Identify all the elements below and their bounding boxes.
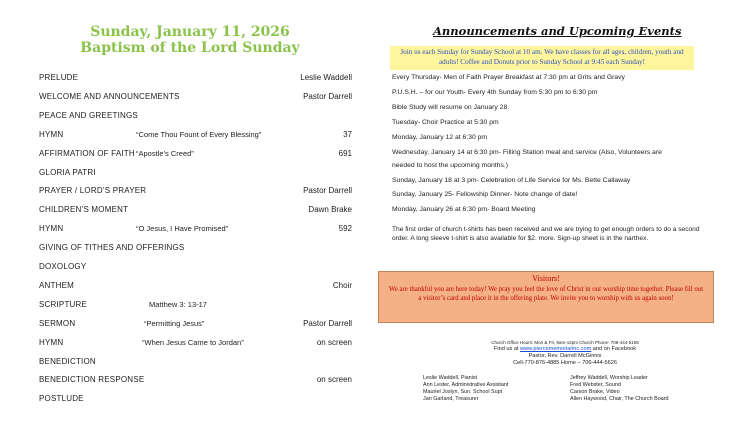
find-us-line — [435, 346, 695, 353]
order-item — [39, 317, 352, 331]
event-item: Bible Study will resume on January 28. — [392, 104, 510, 111]
staff-member: Fred Webster, Sound — [570, 382, 621, 388]
order-item-detail: “Permitting Jesus” — [144, 318, 205, 328]
order-item — [39, 184, 352, 198]
staff-member: Carson Brake, Video — [570, 389, 620, 395]
order-item-label: PEACE AND GREETINGS — [39, 110, 138, 120]
order-item-label: AFFIRMATION OF FAITH — [39, 148, 135, 158]
order-item-leader: 37 — [343, 129, 352, 139]
staff-member: Jeffrey Waddell, Worship Leader — [570, 375, 648, 381]
order-item — [39, 355, 352, 369]
order-item-detail: “When Jesus Came to Jordan” — [142, 337, 244, 347]
staff-list-right — [570, 375, 710, 403]
visitors-heading: Visitors! — [532, 274, 560, 283]
order-item-label: PRELUDE — [39, 73, 79, 82]
order-item-label: GIVING OF TITHES AND OFFERINGS — [39, 243, 185, 253]
visitors-text: We are thankful you are here today! We pray you feel the love of Christ in our worship time together. Please fill out a visitor’s card and place it in the offering plate. We invite you to worship with us again soon! — [388, 286, 704, 302]
order-item — [39, 128, 352, 142]
announcements-title: Announcements and Upcoming Events — [433, 24, 682, 38]
find-us-prefix: Find us at — [493, 346, 521, 352]
staff-member: Allen Haywood, Chair, The Church Board — [570, 396, 669, 402]
order-item-leader: 691 — [338, 148, 352, 158]
order-item — [39, 336, 352, 350]
order-item — [39, 166, 352, 180]
staff-list-left — [423, 375, 563, 403]
announcements-panel — [365, 0, 730, 443]
pastor-name: Pastor, Rev. Darrell McGinnis — [528, 353, 602, 359]
order-item — [39, 90, 352, 104]
order-item-label: SERMON — [39, 318, 76, 328]
order-item-label: SCRIPTURE — [39, 299, 88, 309]
order-item — [39, 298, 352, 312]
event-item: P.U.S.H. – for our Youth- Every 4th Sunday from 5:30 pm to 6:30 pm — [392, 89, 598, 96]
visitors-box — [378, 271, 714, 323]
order-item-label: HYMN — [39, 224, 64, 234]
order-item-leader: on screen — [316, 337, 352, 347]
find-us-suffix: and on Facebook — [591, 346, 637, 352]
order-item-leader: Pastor Darrell — [303, 91, 352, 101]
order-item-label: BENEDICTION RESPONSE — [39, 375, 145, 385]
order-item — [39, 279, 352, 293]
order-item — [39, 241, 352, 255]
order-item-detail: “Come Thou Fount of Every Blessing” — [136, 129, 262, 139]
order-item — [39, 203, 352, 217]
event-item: Sunday, January 18 at 3 pm- Celebration of Life Service for Ms. Bette Callaway — [392, 177, 631, 184]
order-item-leader: Choir — [332, 280, 352, 290]
order-item-label: ANTHEM — [39, 280, 74, 290]
order-item-label: PRAYER / LORD’S PRAYER — [39, 186, 147, 196]
service-date-title: Sunday, January 11, 2026 — [90, 24, 290, 40]
event-item: Monday, January 12 at 6:30 pm — [392, 134, 488, 141]
order-item-leader: Pastor Darrell — [303, 318, 352, 328]
order-item-leader: Leslie Waddell — [300, 73, 352, 82]
order-item-leader: Dawn Brake — [308, 205, 352, 215]
order-item — [39, 109, 352, 123]
tshirt-note: The first order of church t-shirts has been received and we are trying to get enough orders to do a second order. A long sleeve t-shirt is also available for $2. more. Sign-up sheet is in the narthex. — [392, 226, 700, 242]
office-hours: Church Office Hours: Mon & Fri, 9am-12pm Church Phone- 706-444-5108 — [491, 340, 639, 345]
event-item: Wednesday, January 14 at 6:30 pm- Filling Station meal and service (Also, Volunteers are — [392, 149, 662, 156]
order-item-detail: Matthew 3: 13-17 — [149, 299, 207, 309]
order-item-label: GLORIA PATRI — [39, 167, 96, 177]
order-item-leader: Pastor Darrell — [303, 186, 352, 196]
order-item-leader: 592 — [338, 224, 352, 234]
staff-member: Jan Garland, Treasurer — [423, 396, 479, 402]
service-occasion-title: Baptism of the Lord Sunday — [80, 40, 300, 56]
event-item: Sunday, January 25- Fellowship Dinner- Note change of date! — [392, 191, 578, 198]
order-item-label: CHILDREN’S MOMENT — [39, 205, 129, 215]
event-item: Every Thursday- Men of Faith Prayer Breakfast at 7:30 pm at Grits and Gravy — [392, 74, 625, 81]
order-item — [39, 373, 352, 387]
staff-member: Mauriel Joslyn, Sun. School Supt — [423, 389, 503, 395]
order-item-detail: “O Jesus, I Have Promised” — [136, 224, 229, 234]
event-item: Tuesday- Choir Practice at 5:30 pm — [392, 119, 499, 126]
pastor-phone: Cell-770-876-4885 Home – 706-444-5626 — [513, 360, 617, 366]
order-item-label: POSTLUDE — [39, 394, 84, 404]
order-item-label: DOXOLOGY — [39, 262, 87, 271]
website-link[interactable]: www.piercememorialmc.com — [520, 346, 592, 352]
staff-member: Ann Lester, Administrative Assistant — [423, 382, 509, 388]
event-item: needed to host the upcoming months.) — [392, 162, 508, 169]
sunday-school-highlight: Join us each Sunday for Sunday School at 10 am. We have classes for all ages, children, youth and adults! Coffee and Donuts prior to Sunday School at 9:45 each Sunday! — [390, 46, 694, 70]
order-item — [39, 71, 352, 85]
order-item-label: BENEDICTION — [39, 356, 96, 366]
order-item-leader: on screen — [316, 375, 352, 385]
order-item-detail: “Apostle’s Creed” — [136, 148, 194, 158]
order-item-label: HYMN — [39, 337, 64, 347]
order-item — [39, 222, 352, 236]
order-item-label: HYMN — [39, 129, 64, 139]
order-item — [39, 147, 352, 161]
order-item — [39, 260, 352, 274]
order-item-label: WELCOME AND ANNOUNCEMENTS — [39, 91, 180, 101]
order-item — [39, 392, 352, 406]
event-item: Monday, January 26 at 6:30 pm- Board Meeting — [392, 206, 536, 213]
staff-member: Leslie Waddell, Pianist — [423, 375, 478, 381]
